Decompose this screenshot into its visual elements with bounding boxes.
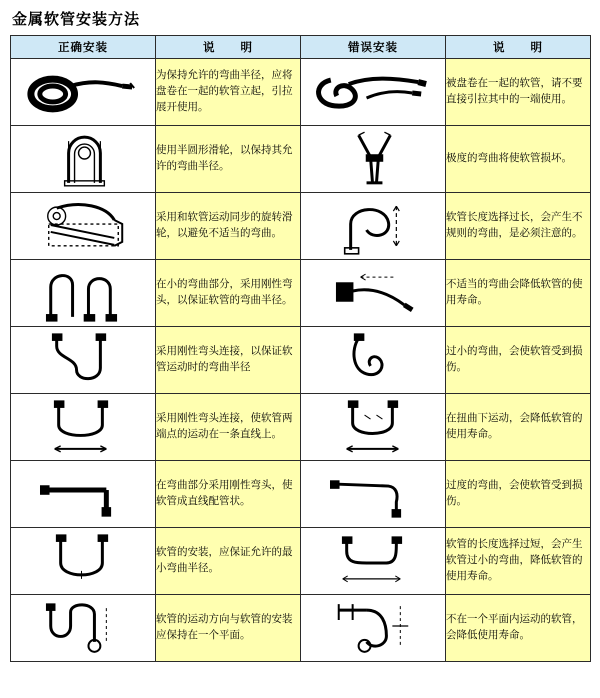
hose-bent-sharply-at-clamp-icon	[301, 127, 445, 191]
correct-figure-cell	[11, 126, 156, 193]
wrong-description: 被盘卷在一起的软管，请不要直接引拉其中的一端使用。	[446, 59, 591, 126]
wrong-description: 极度的弯曲将使软管损坏。	[446, 126, 591, 193]
wrong-description: 不适当的弯曲会降低软管的使用寿命。	[446, 260, 591, 327]
wrong-figure-cell	[301, 59, 446, 126]
wrong-description: 软管的长度选择过短，会产生软管过小的弯曲，降低软管的使用寿命。	[446, 528, 591, 595]
correct-figure-cell	[11, 193, 156, 260]
coiled-hose-standing-upright-icon	[11, 60, 155, 124]
wrong-description: 在扭曲下运动，会降低软管的使用寿命。	[446, 394, 591, 461]
table-header-row	[11, 36, 591, 59]
correct-figure-cell	[11, 461, 156, 528]
table-row	[11, 193, 591, 260]
header-correct-description: 说 明	[156, 36, 301, 59]
wrong-figure-cell	[301, 327, 446, 394]
header-wrong-description: 说 明	[446, 36, 591, 59]
header-wrong-installation: 错误安装	[301, 36, 446, 59]
wrong-figure-cell	[301, 461, 446, 528]
rigid-elbow-connection-u-bend-icon	[11, 328, 155, 392]
header-correct-installation: 正确安装	[11, 36, 156, 59]
page-title: 金属软管安装方法	[12, 10, 141, 28]
wrong-figure-cell	[301, 528, 446, 595]
wrong-figure-cell	[301, 126, 446, 193]
table-row	[11, 59, 591, 126]
correct-description: 在小的弯曲部分，采用刚性弯头，以保证软管的弯曲半径。	[156, 260, 301, 327]
synchronized-rotating-pulley-icon	[11, 194, 155, 258]
table-row	[11, 260, 591, 327]
rigid-elbow-at-small-bend-icon	[11, 261, 155, 325]
correct-description: 采用刚性弯头连接，以保证软管运动时的弯曲半径	[156, 327, 301, 394]
table-row	[11, 461, 591, 528]
table-row	[11, 595, 591, 662]
wrong-description: 不在一个平面内运动的软管，会降低使用寿命。	[446, 595, 591, 662]
correct-figure-cell	[11, 327, 156, 394]
hose-moving-out-of-plane-icon	[301, 596, 445, 660]
improper-tight-bend-at-fitting-icon	[301, 261, 445, 325]
table-row	[11, 126, 591, 193]
correct-description: 软管的运动方向与软管的安装应保持在一个平面。	[156, 595, 301, 662]
minimum-allowed-bend-radius-icon	[11, 529, 155, 593]
table-body	[11, 59, 591, 662]
coiled-hose-pulled-from-one-end-icon	[301, 60, 445, 124]
wrong-description: 过度的弯曲，会使软管受到损伤。	[446, 461, 591, 528]
wrong-description: 软管长度选择过长，会产生不规则的弯曲，是必须注意的。	[446, 193, 591, 260]
table-row	[11, 394, 591, 461]
correct-figure-cell	[11, 59, 156, 126]
correct-figure-cell	[11, 260, 156, 327]
rigid-elbows-both-ends-straight-motion-icon	[11, 395, 155, 459]
installation-methods-table	[10, 35, 591, 662]
hose-over-half-round-pulley-icon	[11, 127, 155, 191]
correct-figure-cell	[11, 394, 156, 461]
wrong-figure-cell	[301, 595, 446, 662]
correct-description: 为保持允许的弯曲半径，应将盘卷在一起的软管立起，引拉展开使用。	[156, 59, 301, 126]
excessive-bend-at-corner-icon	[301, 462, 445, 526]
wrong-description: 过小的弯曲，会使软管受到损伤。	[446, 327, 591, 394]
hose-too-long-small-bend-icon	[301, 529, 445, 593]
rigid-elbow-straight-piping-icon	[11, 462, 155, 526]
hose-twisted-under-motion-icon	[301, 395, 445, 459]
hose-motion-in-same-plane-icon	[11, 596, 155, 660]
wrong-figure-cell	[301, 394, 446, 461]
table-row	[11, 327, 591, 394]
too-small-bend-radius-s-shape-icon	[301, 328, 445, 392]
correct-description: 采用刚性弯头连接，使软管两端点的运动在一条直线上。	[156, 394, 301, 461]
table-header	[11, 36, 591, 59]
overlong-hose-irregular-loop-icon	[301, 194, 445, 258]
wrong-figure-cell	[301, 193, 446, 260]
correct-figure-cell	[11, 528, 156, 595]
correct-description: 软管的安装，应保证允许的最小弯曲半径。	[156, 528, 301, 595]
correct-figure-cell	[11, 595, 156, 662]
correct-description: 采用和软管运动同步的旋转滑轮，以避免不适当的弯曲。	[156, 193, 301, 260]
correct-description: 使用半圆形滑轮，以保持其允许的弯曲半径。	[156, 126, 301, 193]
correct-description: 在弯曲部分采用刚性弯头，使软管成直线配管状。	[156, 461, 301, 528]
table-row	[11, 528, 591, 595]
wrong-figure-cell	[301, 260, 446, 327]
